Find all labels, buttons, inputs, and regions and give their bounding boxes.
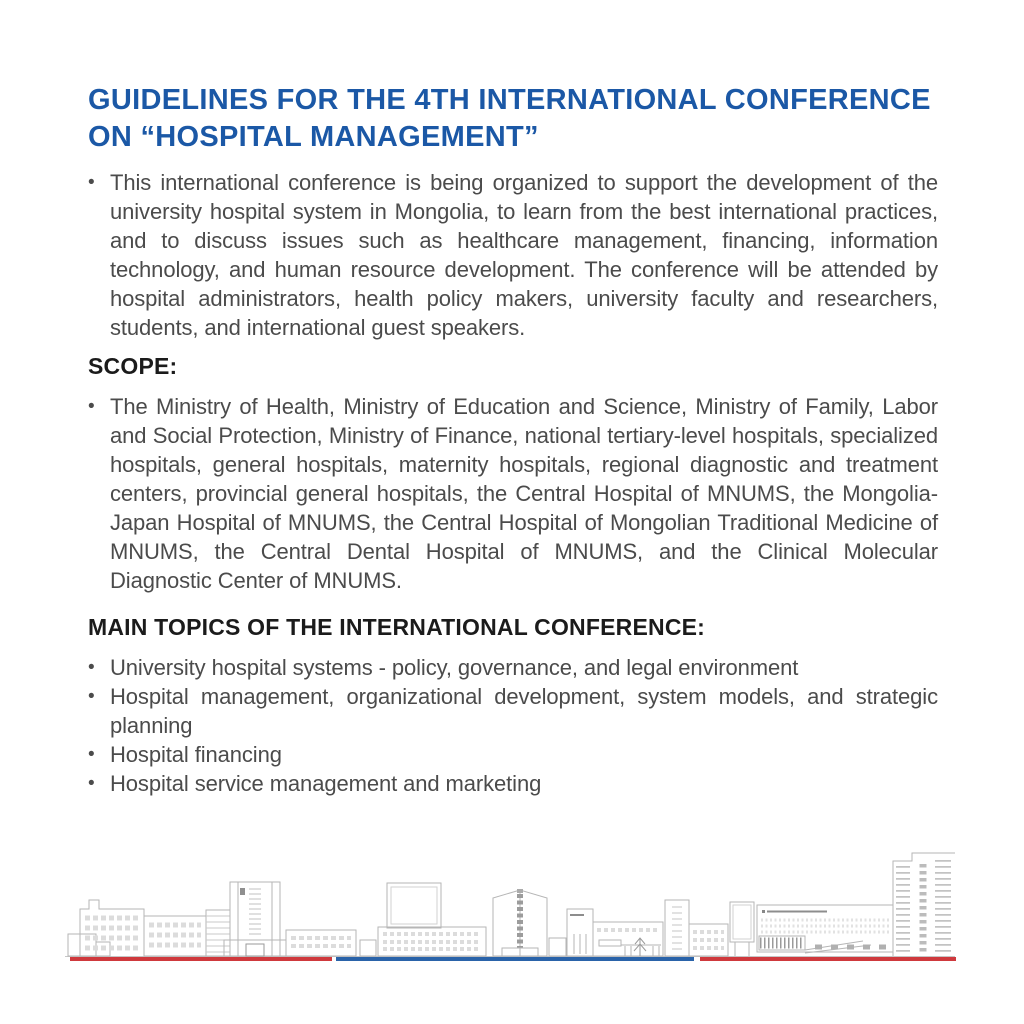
footer-rule [0, 957, 1024, 962]
bullet-icon: • [88, 744, 95, 765]
topic-item [88, 653, 938, 682]
scope-heading: SCOPE: [88, 353, 178, 379]
topic-item [88, 740, 938, 769]
main-topics-heading: MAIN TOPICS OF THE INTERNATIONAL CONFERENCE: [88, 614, 706, 640]
topic-item-text: University hospital systems - policy, governance, and legal environment [110, 655, 799, 680]
page-title-line2: ON “HOSPITAL MANAGEMENT” [88, 121, 539, 153]
page-title [88, 82, 938, 156]
document-content [88, 82, 938, 798]
intro-paragraph-text: This international conference is being organized to support the development of the university hospital system in Mongolia, to learn from the best international practices, and to discuss issues such as healthcare management, financing, information technology, and human resource development. The conference will be attended by hospital administrators, health policy makers, university faculty and researchers, students, and international guest speakers. [110, 170, 938, 340]
scope-paragraph [88, 392, 938, 595]
page-title-line1: GUIDELINES FOR THE 4TH INTERNATIONAL CONFERENCE [88, 84, 931, 116]
footer-bar-red-left [70, 957, 332, 961]
scope-paragraph-text: The Ministry of Health, Ministry of Education and Science, Ministry of Family, Labor and Social Protection, Ministry of Finance, national tertiary-level hospitals, specialized hospitals, general hospitals, maternity hospitals, regional diagnostic and treatment centers, provincial general hospitals, the Central Hospital of MNUMS, the Mongolia-Japan Hospital of MNUMS, the Central Hospital of Mongolian Traditional Medicine of MNUMS, the Central Dental Hospital of MNUMS, and the Clinical Molecular Diagnostic Center of MNUMS. [110, 394, 938, 593]
topic-item [88, 682, 938, 740]
bullet-icon: • [88, 657, 95, 678]
main-topics-list [88, 653, 938, 798]
city-skyline-illustration [65, 852, 955, 957]
topic-item-text: Hospital financing [110, 742, 282, 767]
topic-item-text: Hospital service management and marketing [110, 771, 542, 796]
intro-paragraph [88, 168, 938, 342]
bullet-icon: • [88, 773, 95, 794]
topic-item-text: Hospital management, organizational development, system models, and strategic planning [110, 684, 938, 738]
footer-bar-blue [336, 957, 694, 961]
bullet-icon: • [88, 172, 95, 193]
topic-item [88, 769, 938, 798]
footer-bar-red-right [700, 957, 956, 961]
bullet-icon: • [88, 396, 95, 417]
bullet-icon: • [88, 686, 95, 707]
